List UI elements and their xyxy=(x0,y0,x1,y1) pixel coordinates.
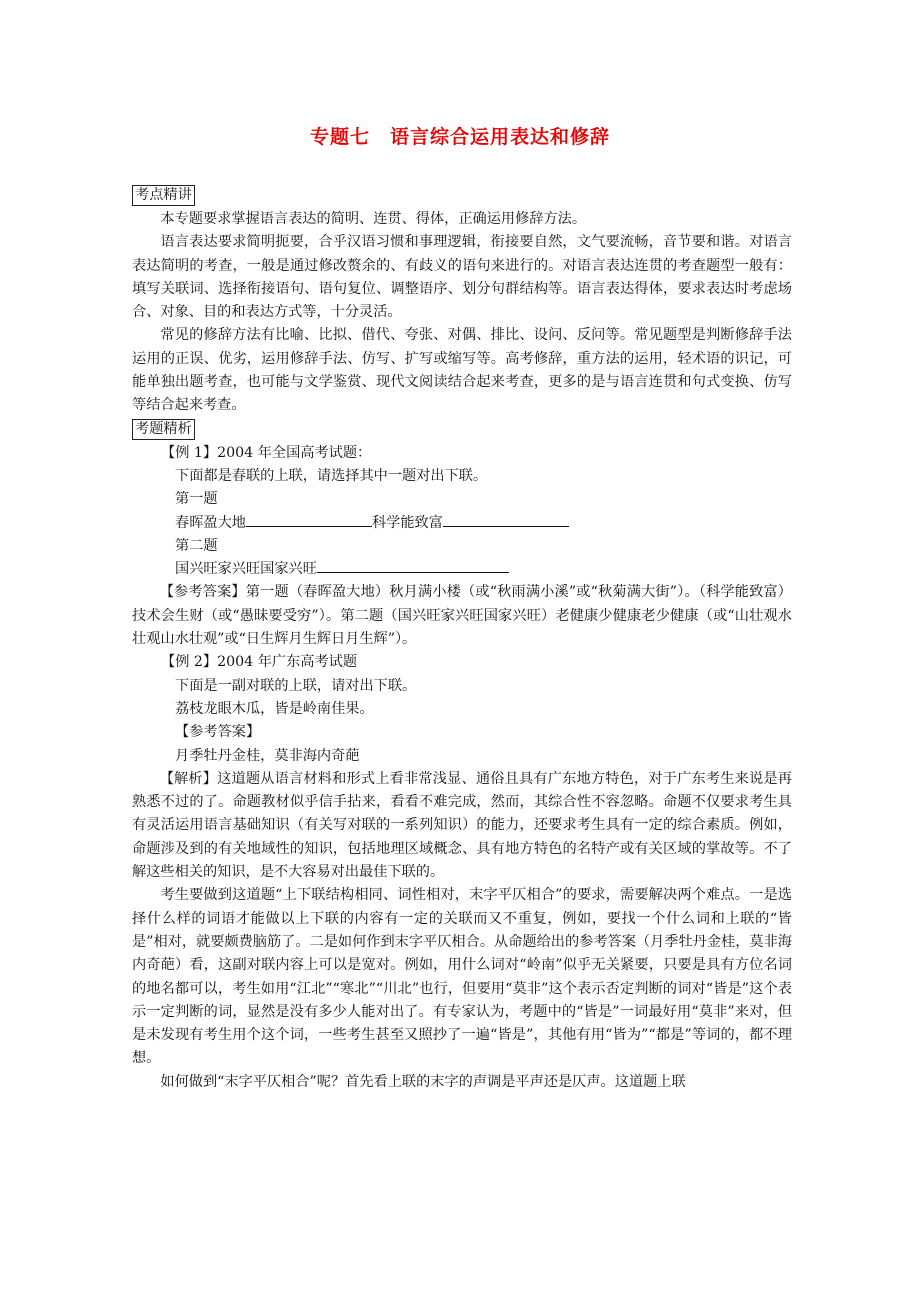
example2-answer-label: 【参考答案】 xyxy=(175,724,261,741)
example1-heading: 【例 1】2004 年全国高考试题： xyxy=(161,444,372,461)
example1-q1-line xyxy=(132,512,792,535)
example2-heading: 【例 2】2004 年广东高考试题 xyxy=(161,654,358,671)
paragraph-rhetoric: 常见的修辞方法有比喻、比拟、借代、夸张、对偶、排比、设问、反问等。常见题型是判断修辞手法运用的正误、优劣，运用修辞手法、仿写、扩写或缩写等。高考修辞，重方法的运用，轻术语的识记，可能单独出题考查，也可能与文学鉴赏、现代文阅读结合起来考查，更多的是与语言连贯和句式变换、仿写等结合起来考查。 xyxy=(132,327,792,414)
example1-prompt: 下面都是春联的上联，请选择其中一题对出下联。 xyxy=(175,467,488,484)
answer-blank-2 xyxy=(443,512,569,527)
section-label-kaodian: 考点精讲 xyxy=(132,185,195,206)
section-label-kaoti: 考题精析 xyxy=(132,419,195,440)
example2-answer: 月季牡丹金桂，莫非海内奇葩 xyxy=(175,747,360,764)
q2-couplet-a: 国兴旺家兴旺国家兴旺 xyxy=(175,561,317,578)
example2-paragraph-3: 如何做到“末字平仄相合”呢？首先看上联的末字的声调是平声还是仄声。这道题上联 xyxy=(160,1073,686,1090)
q1-couplet-b: 科学能致富 xyxy=(371,514,443,531)
paragraph-intro: 本专题要求掌握语言表达的简明、连贯、得体，正确运用修辞方法。 xyxy=(160,211,587,227)
example1-answer: 【参考答案】第一题（春晖盈大地）秋月满小楼（或“秋雨满小溪”或“秋菊满大街”）。（科学能致富）技术会生财（或“愚昧要受穷”）。第二题（国兴旺家兴旺国家兴旺）老健康少健康老少健康（或“山壮观水壮观山水壮观”或“日生辉月生辉日月生辉”）。 xyxy=(132,584,792,648)
example2-analysis: 【解析】这道题从语言材料和形式上看非常浅显、通俗且具有广东地方特色，对于广东考生来说是再熟悉不过的了。命题教材似乎信手拈来，看看不难完成，然而，其综合性不容忽略。命题不仅要求考生具有灵活运用语言基础知识（有关写对联的一系列知识）的能力，还要求考生具有一定的综合素质。例如，命题涉及到的有关地域性的知识，包括地理区域概念、具有地方特色的名特产或有关区域的掌故等。不了解这些相关的知识，是不大容易对出最佳下联的。 xyxy=(132,770,792,881)
example2-couplet: 荔枝龙眼木瓜，皆是岭南佳果。 xyxy=(175,700,374,717)
example2-prompt: 下面是一副对联的上联，请对出下联。 xyxy=(175,677,417,694)
q1-couplet-a: 春晖盈大地 xyxy=(175,514,246,531)
document-body xyxy=(132,184,792,1094)
page-title: 专题七 语言综合运用表达和修辞 xyxy=(309,126,610,148)
example1-q1-title: 第一题 xyxy=(175,491,218,508)
example2-paragraph-2: 考生要做到这道题“上下联结构相同、词性相对，末字平仄相合”的要求，需要解决两个难点。一是选择什么样的词语才能做以上下联的内容有一定的关联而又不重复，例如，要找一个什么词和上联的“皆是”相对，就要颇费脑筋了。二是如何作到末字平仄相合。从命题给出的参考答案（月季牡丹金桂，莫非海内奇葩）看，这副对联内容上可以是宽对。例如，用什么词对“岭南”似乎无关紧要，只要是具有方位名词的地名都可以，考生如用“江北”“寒北”“川北”也行，但要用“莫非”这个表示否定判断的词对“皆是”这个表示一定判断的词，显然是没有多少人能对出了。有专家认为，考题中的“皆是”一词最好用“莫非”来对，但是未发现有考生用个这个词，一些考生甚至又照抄了一遍“皆是”，其他有用“皆为”“都是”等词的，都不理想。 xyxy=(132,887,792,1067)
example1-q2-title: 第二题 xyxy=(175,537,218,554)
example1-q2-line xyxy=(132,558,792,581)
answer-blank-3 xyxy=(317,558,509,573)
answer-blank-1 xyxy=(246,512,372,527)
paragraph-expression: 语言表达要求简明扼要，合乎汉语习惯和事理逻辑，衔接要自然，文气要流畅，音节要和谐。对语言表达简明的考查，一般是通过修改赘余的、有歧义的语句来进行的。对语言表达连贯的考查题型一般有：填写关联词、选择衔接语句、语句复位、调整语序、划分句群结构等。语言表达得体，要求表达时考虑场合、对象、目的和表达方式等，十分灵活。 xyxy=(132,234,792,321)
